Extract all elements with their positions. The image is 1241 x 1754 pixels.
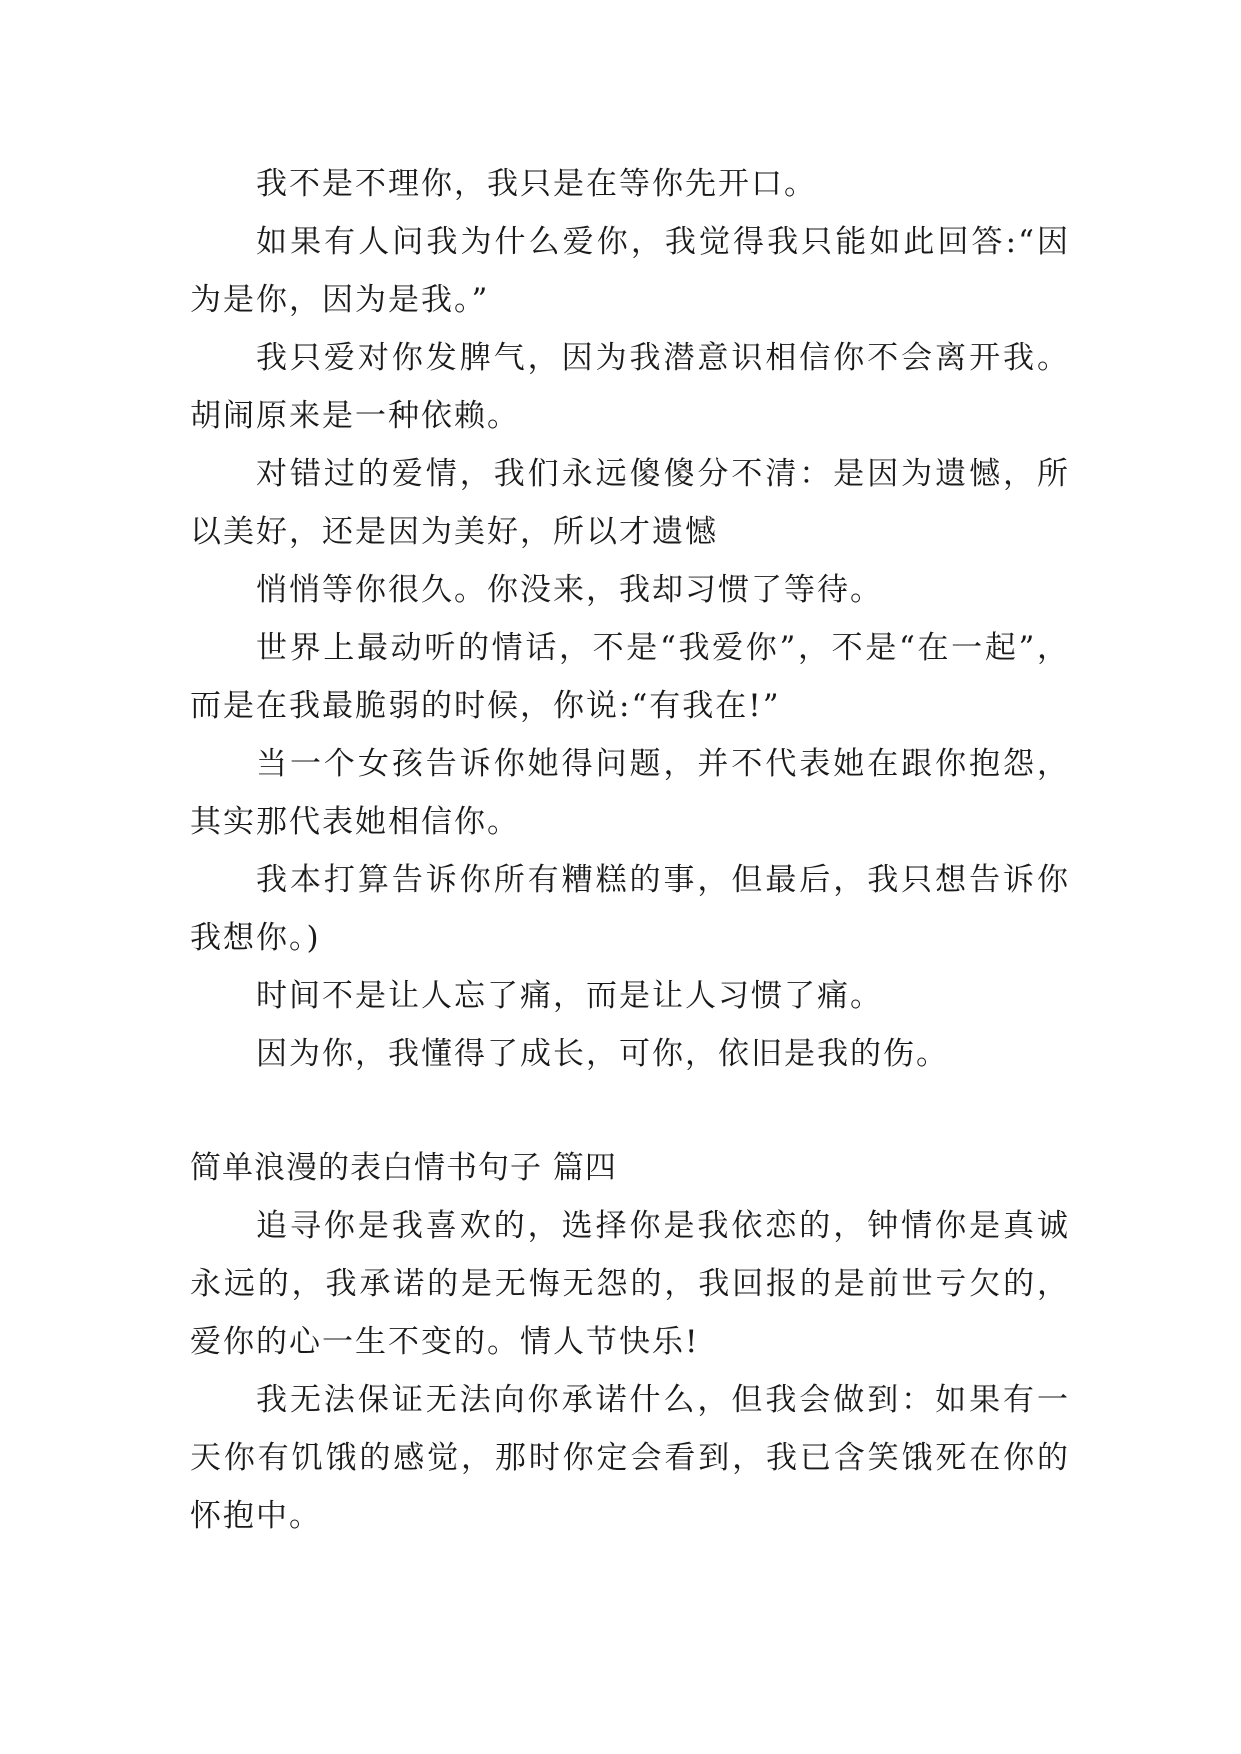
section-heading: 简单浪漫的表白情书句子 篇四 <box>190 1150 617 1186</box>
paragraph: 时间不是让人忘了痛，而是让人习惯了痛。 <box>256 978 883 1014</box>
paragraph: 悄悄等你很久。你没来，我却习惯了等待。 <box>256 572 883 608</box>
paragraph: 当一个女孩告诉你她得问题，并不代表她在跟你抱怨，其实那代表她相信你。 <box>190 746 1070 840</box>
paragraph: 我本打算告诉你所有糟糕的事，但最后，我只想告诉你我想你。) <box>190 862 1070 956</box>
paragraph: 世界上最动听的情话，不是“我爱你”，不是“在一起”，而是在我最脆弱的时候，你说:“有我在!” <box>190 630 1070 724</box>
paragraph: 我不是不理你，我只是在等你先开口。 <box>256 166 817 202</box>
paragraph: 我只爱对你发脾气，因为我潜意识相信你不会离开我。胡闹原来是一种依赖。 <box>190 340 1070 434</box>
paragraph: 我无法保证无法向你承诺什么，但我会做到：如果有一天你有饥饿的感觉，那时你定会看到，我已含笑饿死在你的怀抱中。 <box>190 1382 1070 1534</box>
paragraph: 如果有人问我为什么爱你，我觉得我只能如此回答:“因为是你，因为是我。” <box>190 224 1070 318</box>
paragraph: 因为你，我懂得了成长，可你，依旧是我的伤。 <box>256 1036 949 1072</box>
paragraph: 追寻你是我喜欢的，选择你是我依恋的，钟情你是真诚永远的，我承诺的是无悔无怨的，我回报的是前世亏欠的，爱你的心一生不变的。情人节快乐! <box>190 1208 1070 1360</box>
paragraph: 对错过的爱情，我们永远傻傻分不清：是因为遗憾，所以美好，还是因为美好，所以才遗憾 <box>190 456 1070 550</box>
document-body <box>190 155 1070 1545</box>
